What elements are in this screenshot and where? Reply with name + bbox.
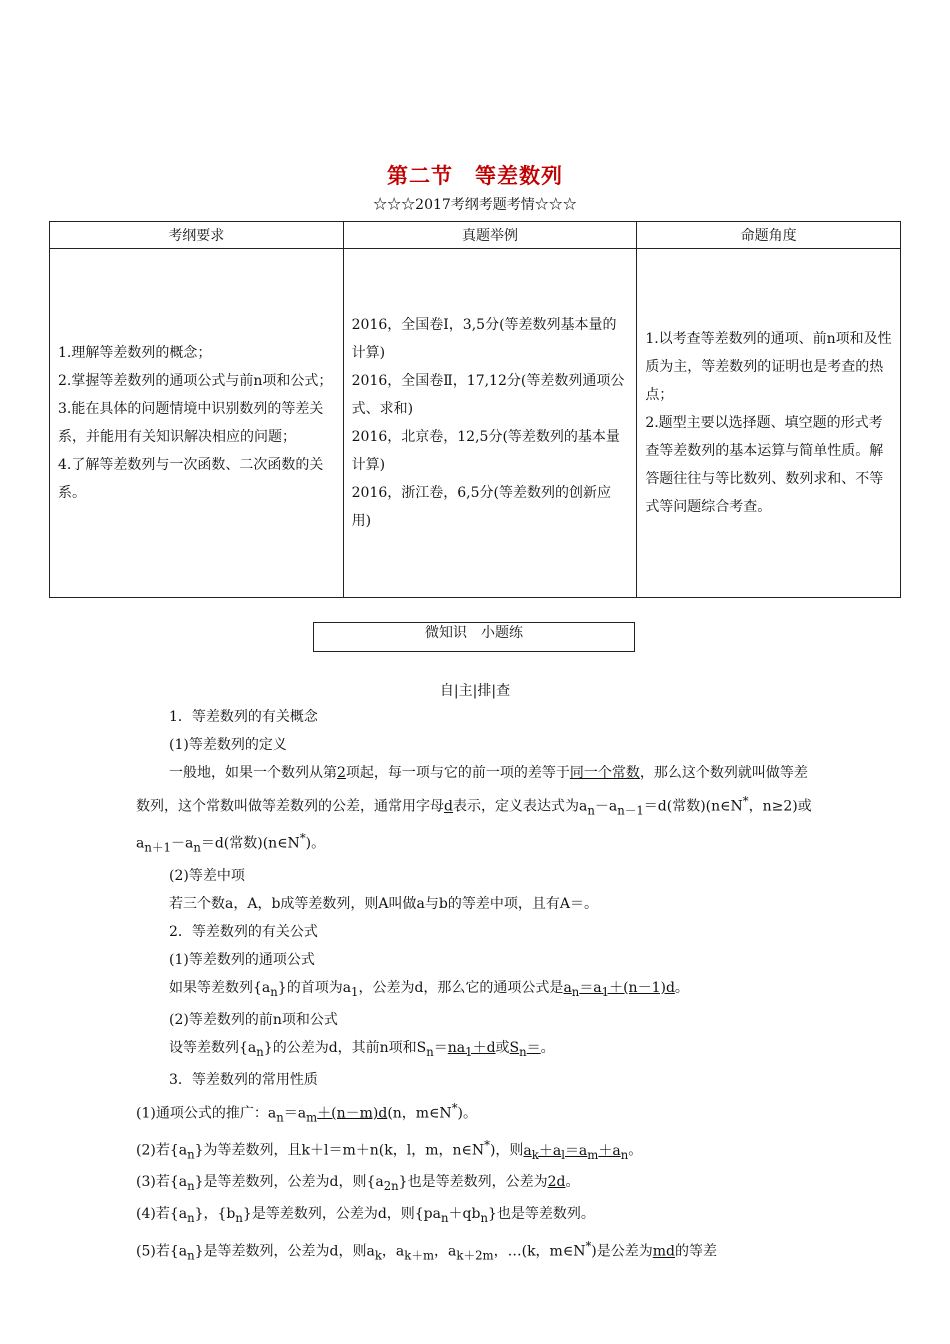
subheading-2-1: (1)等差数列的通项公式 [169,951,315,968]
general-term-text: 如果等差数列$\{a_n\}$的首项为$a_1$，公差为d，那么它的通项公式是$a_n=a_1+(n-1)d$。 [169,979,689,999]
examples-cell [343,249,637,598]
heading-3: 3．等差数列的常用性质 [169,1071,318,1088]
requirements-cell [50,249,344,598]
angles-cell [637,249,901,598]
angle-item: 1.以考查等差数列的通项、前n项和及性质为主，等差数列的证明也是考查的热点； [645,331,892,403]
middle-term-text: 若三个数a，A，b成等差数列，则A叫做a与b的等差中项，且有A＝。 [169,895,598,912]
property-2: (2)若$\{a_n\}$为等差数列，且k＋l＝m＋n(k，l，m，n∈N*)，则$a_k+a_l=a_m+a_n$。 [136,1137,643,1162]
example-item: 2016，浙江卷，6,5分(等差数列的创新应用) [351,485,611,529]
header-examples: 真题举例 [343,222,637,249]
header-requirements: 考纲要求 [50,222,344,249]
content-body [136,703,816,1269]
sum-formula-text: 设等差数列$\{a_n\}$的公差为d，其前n项和$S_n=na_1+d$或$S_n=$。 [169,1039,555,1059]
requirement-item: 3.能在具体的问题情境中识别数列的等差关系，并能用有关知识解决相应的问题； [58,401,324,445]
definition-paragraph: 一般地，如果一个数列从第2项起，每一项与它的前一项的差等于同一个常数，那么这个数列就叫做等差数列，这个常数叫做等差数列的公差，通常用字母d表示，定义表达式为$a_n-a_{n-1}=d$(常数)(n∈N*，n≥2)或$a_{n+1}-a_n=d$(常数)(n∈N*)。 [136,765,812,855]
property-5: (5)若$\{a_n\}$是等差数列，公差为d，则$a_k$，$a_{k+m}$，$a_{k+2m}$，…(k，m∈N*)是公差为md的等差 [136,1239,717,1263]
property-3: (3)若$\{a_n\}$是等差数列，公差为d，则$\{a_{2n}\}$也是等差数列，公差为2d。 [136,1174,580,1194]
example-item: 2016，全国卷Ⅱ，17,12分(等差数列通项公式、求和) [351,373,625,417]
syllabus-table [49,221,901,598]
header-angles: 命题角度 [637,222,901,249]
heading-2: 2．等差数列的有关公式 [169,923,318,940]
page-title: 第二节 等差数列 [387,163,563,188]
section-label: 自|主|排|查 [439,683,511,699]
requirement-item: 4.了解等差数列与一次函数、二次函数的关系。 [58,457,324,501]
example-item: 2016，全国卷Ⅰ，3,5分(等差数列基本量的计算) [351,317,617,361]
heading-1: 1．等差数列的有关概念 [169,709,318,725]
subheading-1-2: (2)等差中项 [169,867,245,884]
example-item: 2016，北京卷，12,5分(等差数列的基本量计算) [351,429,620,473]
section-box-heading: 微知识 小题练 [313,622,635,652]
subheading-1-1: (1)等差数列的定义 [169,737,287,753]
angle-item: 2.题型主要以选择题、填空题的形式考查等差数列的基本运算与简单性质。解答题往往与等比数列、数列求和、不等式等问题综合考查。 [645,415,884,515]
property-4: (4)若$\{a_n\}$，$\{b_n\}$是等差数列，公差为d，则$\{pa_n+qb_n\}$也是等差数列。 [136,1206,595,1225]
subtitle: ☆☆☆2017考纲考题考情☆☆☆ [373,197,577,213]
property-1: (1)通项公式的推广：$a_n=a_m+(n-m)d(n$，m∈N*)。 [136,1100,477,1124]
requirement-item: 2.掌握等差数列的通项公式与前n项和公式； [58,373,333,389]
subheading-2-2: (2)等差数列的前n项和公式 [169,1011,338,1028]
requirement-item: 1.理解等差数列的概念； [58,345,212,361]
